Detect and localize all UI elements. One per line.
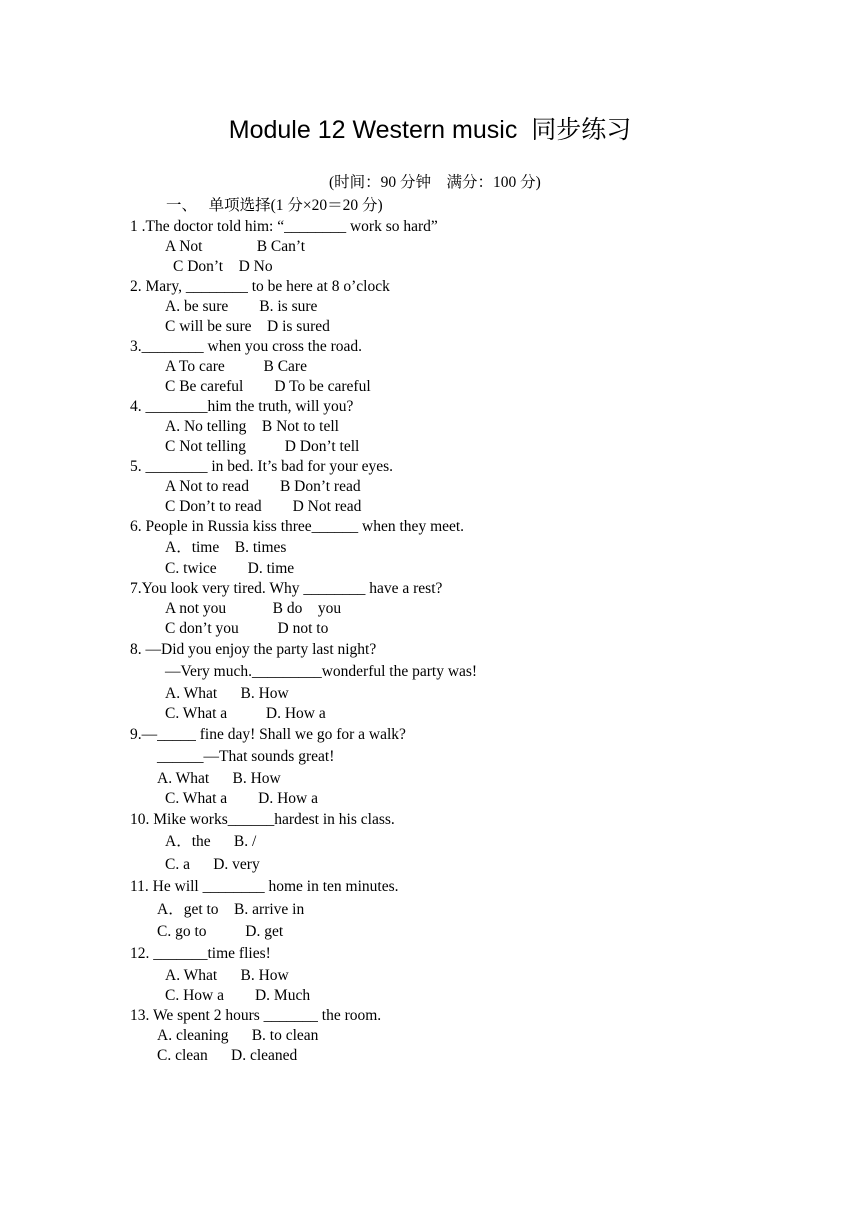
question-stem: —Very much._________wonderful the party was! xyxy=(165,663,478,680)
answer-options: C. What a D. How a xyxy=(165,790,318,807)
question-stem: 9.—_____ fine day! Shall we go for a walk? xyxy=(130,726,406,743)
answer-options: A. be sure B. is sure xyxy=(165,298,318,315)
question-stem: 1 .The doctor told him: “________ work so hard” xyxy=(130,218,438,235)
answer-options: A．time B. times xyxy=(165,539,287,556)
answer-options: C. go to D. get xyxy=(157,923,284,940)
question-stem: 11. He will ________ home in ten minutes. xyxy=(130,878,399,895)
answer-options: A not you B do you xyxy=(165,600,342,617)
exam-info: (时间：90 分钟 满分：100 分) xyxy=(329,174,541,191)
answer-options: A. What B. How xyxy=(165,967,289,984)
answer-options: A．get to B. arrive in xyxy=(157,901,305,918)
question-stem: 8. —Did you enjoy the party last night? xyxy=(130,641,377,658)
answer-options: C. What a D. How a xyxy=(165,705,326,722)
answer-options: A. What B. How xyxy=(165,685,289,702)
question-stem: 3.________ when you cross the road. xyxy=(130,338,363,355)
answer-options: C. a D. very xyxy=(165,856,260,873)
question-stem: 6. People in Russia kiss three______ when they meet. xyxy=(130,518,465,535)
answer-options: C. clean D. cleaned xyxy=(157,1047,298,1064)
answer-options: C. How a D. Much xyxy=(165,987,311,1004)
answer-options: A Not to read B Don’t read xyxy=(165,478,361,495)
answer-options: A. No telling B Not to tell xyxy=(165,418,339,435)
answer-options: C Be careful D To be careful xyxy=(165,378,371,395)
question-stem: 13. We spent 2 hours _______ the room. xyxy=(130,1007,382,1024)
question-stem: 10. Mike works______hardest in his class. xyxy=(130,811,395,828)
answer-options: A Not B Can’t xyxy=(165,238,306,255)
answer-options: C will be sure D is sured xyxy=(165,318,330,335)
answer-options: C Don’t D No xyxy=(173,258,273,275)
question-stem: ______—That sounds great! xyxy=(157,748,335,765)
question-stem: 5. ________ in bed. It’s bad for your eyes. xyxy=(130,458,394,475)
question-stem: 12. _______time flies! xyxy=(130,945,271,962)
question-stem: 7.You look very tired. Why ________ have a rest? xyxy=(130,580,443,597)
answer-options: A. cleaning B. to clean xyxy=(157,1027,319,1044)
answer-options: C Don’t to read D Not read xyxy=(165,498,362,515)
answer-options: C. twice D. time xyxy=(165,560,295,577)
answer-options: C don’t you D not to xyxy=(165,620,329,637)
answer-options: A To care B Care xyxy=(165,358,307,375)
answer-options: A. What B. How xyxy=(157,770,281,787)
question-stem: 4. ________him the truth, will you? xyxy=(130,398,354,415)
question-stem: 2. Mary, ________ to be here at 8 o’clock xyxy=(130,278,390,295)
document-title: Module 12 Western music 同步练习 xyxy=(228,116,632,144)
answer-options: C Not telling D Don’t tell xyxy=(165,438,360,455)
answer-options: A．the B. / xyxy=(165,833,257,850)
section-heading: 一、 单项选择(1 分×20＝20 分) xyxy=(166,197,383,214)
